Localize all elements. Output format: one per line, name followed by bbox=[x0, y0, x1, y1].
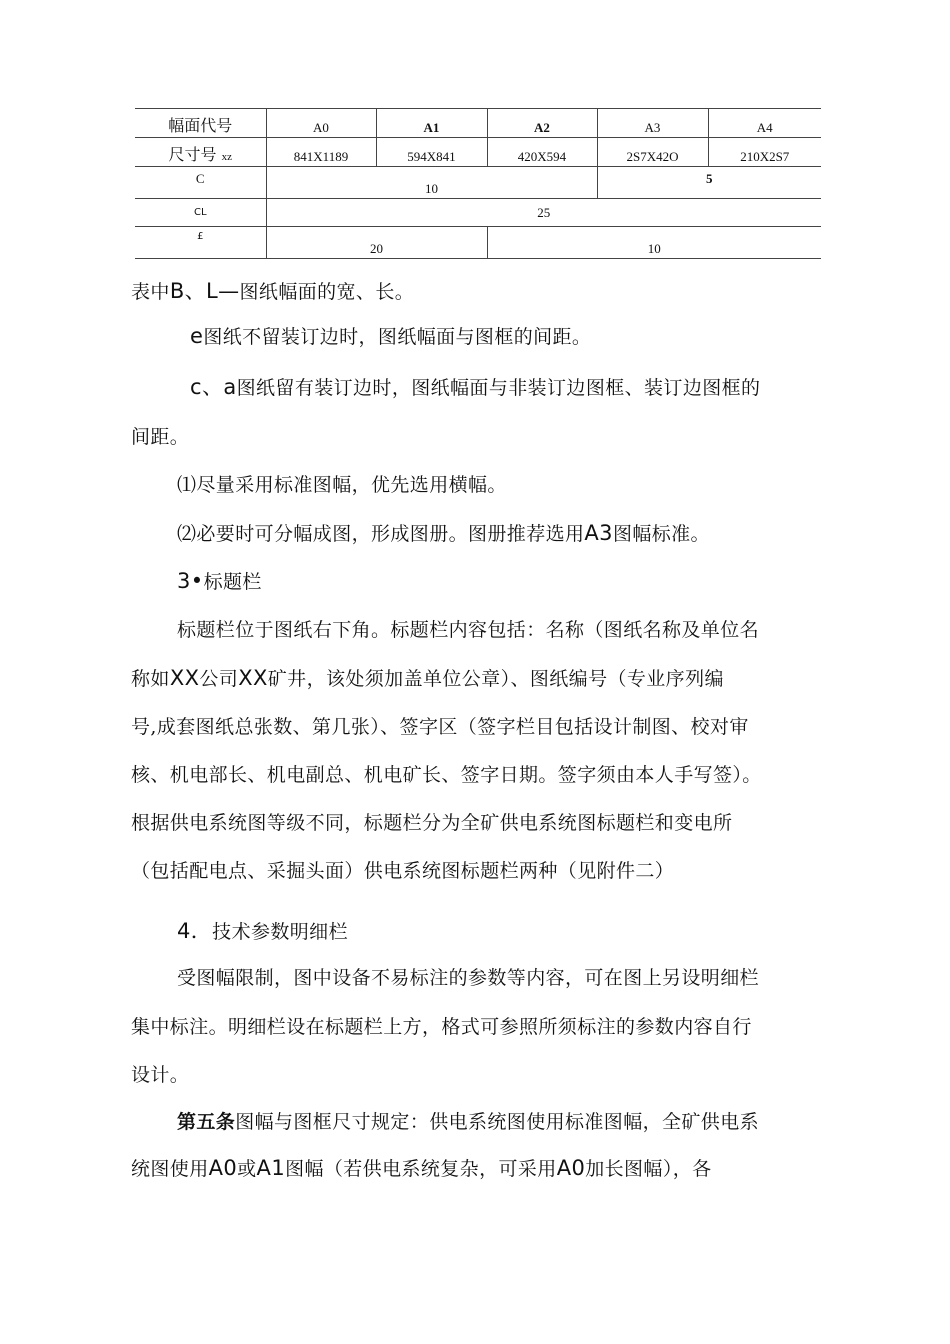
paragraph: 称如XX公司XX矿井，该处须加盖单位公章）、图纸编号（专业序列编 bbox=[131, 666, 724, 690]
table-cell: 2S7X42O bbox=[597, 138, 708, 167]
paragraph: 集中标注。明细栏设在标题栏上方，格式可参照所须标注的参数内容自行 bbox=[131, 1016, 752, 1038]
row-header: C bbox=[135, 167, 266, 199]
table-cell: 10 bbox=[266, 167, 597, 199]
row-header: £ bbox=[135, 227, 266, 259]
table-cell: A2 bbox=[487, 109, 597, 138]
paper-size-table bbox=[135, 108, 821, 259]
table-cell: 10 bbox=[487, 227, 821, 259]
row-header: 尺寸号 xz bbox=[135, 138, 266, 167]
table-row bbox=[135, 227, 821, 259]
table-cell: 25 bbox=[266, 199, 821, 227]
section-heading: 4．技术参数明细栏 bbox=[177, 919, 348, 943]
paragraph: （包括配电点、采掘头面）供电系统图标题栏两种（见附件二） bbox=[131, 860, 675, 882]
list-item: ⑴尽量采用标准图幅，优先选用横幅。 bbox=[177, 474, 507, 496]
paragraph: 设计。 bbox=[131, 1064, 190, 1086]
row-header: CL bbox=[135, 199, 266, 227]
paragraph: 标题栏位于图纸右下角。标题栏内容包括：名称（图纸名称及单位名 bbox=[177, 619, 760, 641]
paragraph: 根据供电系统图等级不同，标题栏分为全矿供电系统图标题栏和变电所 bbox=[131, 812, 733, 834]
paragraph: 统图使用A0或A1图幅（若供电系统复杂，可采用A0加长图幅），各 bbox=[131, 1156, 712, 1180]
list-item: ⑵必要时可分幅成图，形成图册。图册推荐选用A3图幅标准。 bbox=[177, 521, 710, 545]
paragraph: e图纸不留装订边时，图纸幅面与图框的间距。 bbox=[190, 324, 592, 348]
table-cell: A3 bbox=[597, 109, 708, 138]
table-row bbox=[135, 167, 821, 199]
paragraph: c、a图纸留有装订边时，图纸幅面与非装订边图框、装订边图框的 bbox=[190, 375, 761, 399]
table-row bbox=[135, 109, 821, 138]
paragraph: 核、机电部长、机电副总、机电矿长、签字日期。签字须由本人手写签）。 bbox=[131, 764, 762, 786]
table-cell: 841X1189 bbox=[266, 138, 376, 167]
table-row bbox=[135, 138, 821, 167]
paragraph: 第五条图幅与图框尺寸规定：供电系统图使用标准图幅，全矿供电系 bbox=[177, 1111, 760, 1133]
table-cell: 5 bbox=[597, 167, 821, 199]
paragraph: 受图幅限制，图中设备不易标注的参数等内容，可在图上另设明细栏 bbox=[177, 967, 760, 989]
table-cell: A0 bbox=[266, 109, 376, 138]
row-header: 幅面代号 bbox=[135, 109, 266, 138]
section-heading: 3•标题栏 bbox=[177, 569, 262, 593]
paragraph: 间距。 bbox=[131, 426, 190, 448]
paragraph: 号,成套图纸总张数、第几张）、签字区（签字栏目包括设计制图、校对审 bbox=[131, 716, 749, 738]
table-cell: 210X2S7 bbox=[708, 138, 821, 167]
table-cell: 420X594 bbox=[487, 138, 597, 167]
table-row bbox=[135, 199, 821, 227]
paragraph: 表中B、L—图纸幅面的宽、长。 bbox=[131, 279, 415, 303]
table-cell: 594X841 bbox=[376, 138, 487, 167]
table-cell: A1 bbox=[376, 109, 487, 138]
table-cell: 20 bbox=[266, 227, 487, 259]
table-cell: A4 bbox=[708, 109, 821, 138]
